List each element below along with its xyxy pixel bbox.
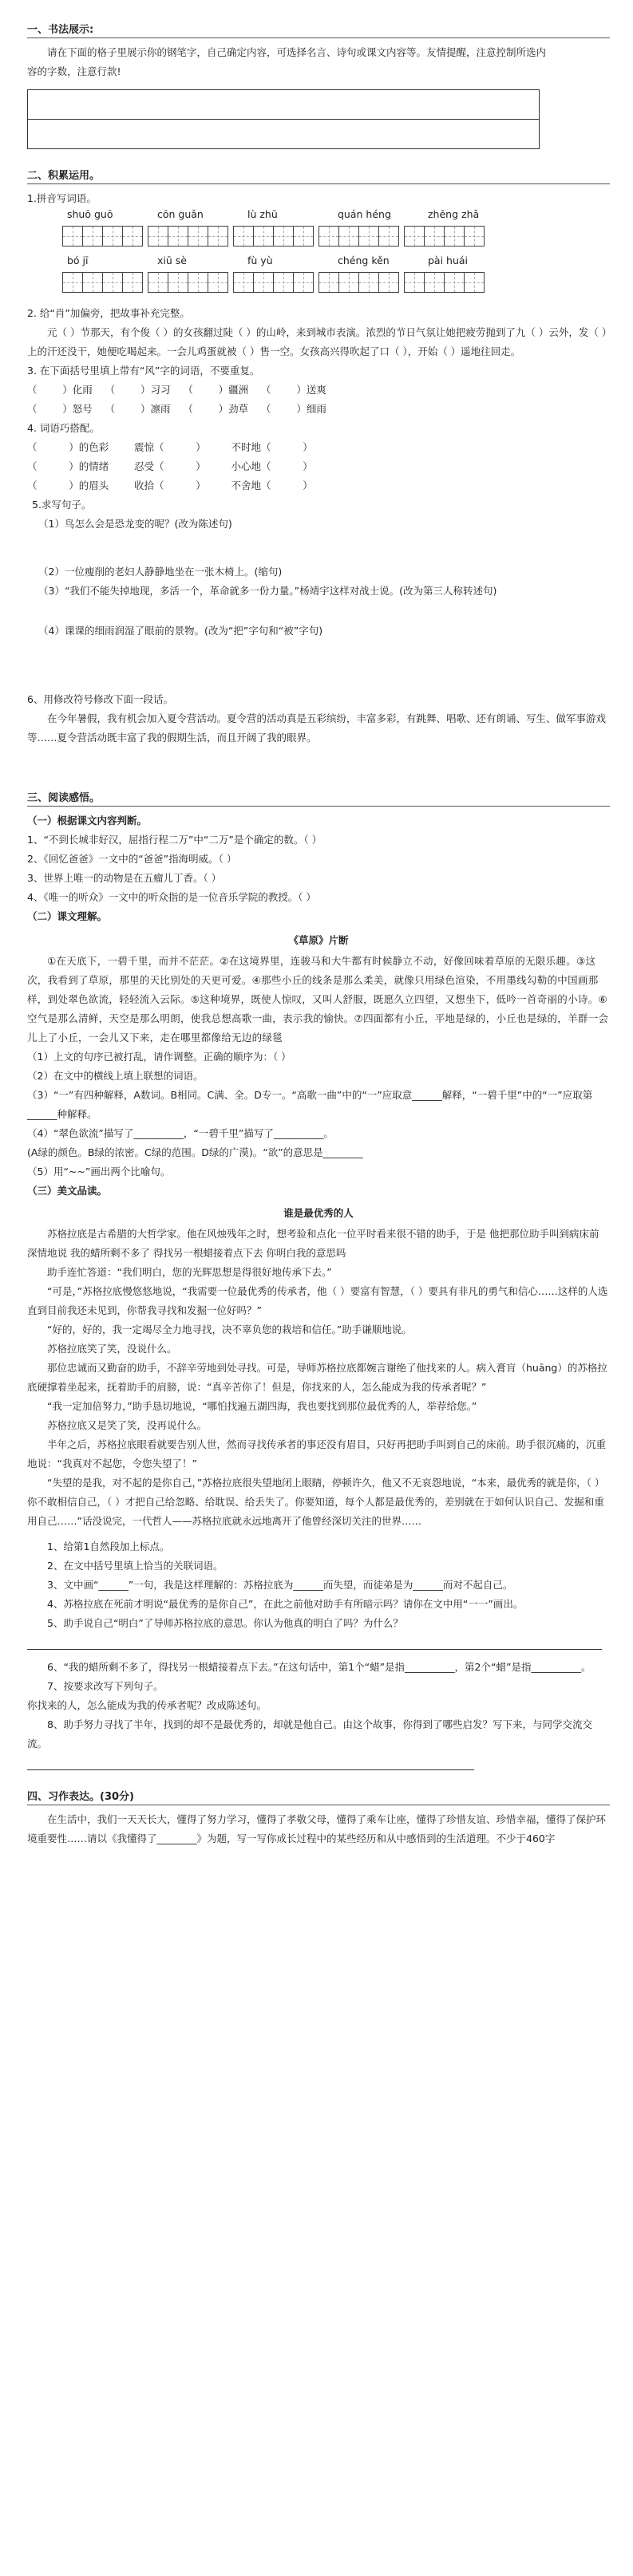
judge-3: 3、世界上唯一的动物是在五瘤儿丁香。（ ） [27,872,222,884]
section4-title: 四、习作表达。(30分) [27,1791,134,1803]
section1-title: 一、书法展示: [27,24,94,36]
passage3-p8: 苏格拉底又是笑了笑，没再说什么。 [47,1419,208,1431]
passage2-q4: （4）“翠色欲流”描写了__________，“一碧千里”描写了__________。 [27,1127,334,1139]
char-grid-row2 [62,272,610,293]
q4-line2: （ ）的情绪 忍受（ ） 小心地（ ） [27,460,313,472]
q2-paragraph: 元（ ）节那天，有个俊（ ）的女孩翻过陡（ ）的山岭，来到城市表演。浓烈的节日气氛让她把疲劳抛到了九（ ）云外，发（ ）上的汗还没干，她便吃喝起来。一会儿鸡蛋就被（ ）售一空。女孩高兴得吹起了口（ ），开始（ ）遥地往回走。 [27,326,607,357]
q5-item2: （2）一位瘦削的老妇人静静地坐在一张木椅上。(缩句) [38,566,283,578]
pinyin-label: quán héng [338,208,391,220]
sub1-title: （一）根据课文内容判断。 [27,815,148,826]
passage2-q3: （3）“一”有四种解释，A数词。B相同。C满、全。D专一。“高歌一曲”中的“一”应取意______解释，“一碧千里”中的“一”应取第______种解释。 [27,1089,593,1120]
char-grid[interactable] [318,272,404,293]
passage3-p9: 半年之后，苏格拉底眼看就要告别人世，然而寻找传承者的事还没有眉目，只好再把助手叫到自己的床前。助手很沉痛的，沉重地说：“我真对不起您，令您失望了！” [27,1438,607,1469]
passage3-q1: 1、给第1自然段加上标点。 [47,1540,170,1552]
char-grid[interactable] [148,272,233,293]
section1-instruction: 请在下面的格子里展示你的钢笔字，自己确定内容，可选择名言、诗句或课文内容等。友情提醒，注意控制所选内容的字数，注意行款! [27,46,547,77]
passage2-q4b: (A绿的颜色。B绿的浓密。C绿的范围。D绿的广漠)。“欲”的意思是________ [27,1146,363,1158]
judge-2: 2、《回忆爸爸》一文中的“爸爸”指海明威。（ ） [27,853,237,865]
pinyin-label: xiū sè [157,254,187,266]
exam-page [27,21,610,1848]
pinyin-label: lù zhū [247,208,278,220]
q4-line1: （ ）的色彩 震惊（ ） 不时地（ ） [27,441,313,453]
pinyin-label: zhēng zhǎ [428,208,480,220]
pinyin-label: fù yù [247,254,273,266]
calligraphy-line-2[interactable] [27,120,540,149]
section1-header [27,21,610,38]
char-grid[interactable] [233,272,318,293]
section3-title: 三、阅读感悟。 [27,792,101,804]
section4-header [27,1788,610,1805]
passage3-p2: 助手连忙答道：“我们明白，您的光辉思想是得很好地传承下去。” [47,1266,332,1278]
q1-label: 1.拼音写词语。 [27,192,97,204]
q5-label: 5.求写句子。 [32,499,92,511]
passage3-title: 谁是最优秀的人 [283,1207,354,1219]
q6-paragraph: 在今年暑假，我有机会加入夏令营活动。夏令营的活动真是五彩缤纷，丰富多彩，有跳舞、唱歌、还有朗诵、写生、做军事游戏等……夏令营活动既丰富了我的假期生活，而且开阔了我的眼界。 [27,712,607,744]
q4-label: 4. 词语巧搭配。 [27,422,100,434]
char-grid-row1 [62,226,610,247]
q3-label: 3. 在下面括号里填上带有“风”字的词语，不要重复。 [27,365,260,377]
passage2-q5: （5）用“~~”画出两个比喻句。 [27,1166,171,1178]
char-grid[interactable] [148,226,233,247]
passage3-q8: 8、助手努力寻找了半年，找到的却不是最优秀的，却就是他自己。由这个故事，你得到了哪些启发？写下来，与同学交流交流。 [27,1718,592,1750]
answer-line[interactable] [27,1633,602,1650]
passage3-q3: 3、文中画“______”一句，我是这样理解的：苏格拉底为______而失望，而徒弟是为______而对不起自己。 [47,1579,513,1591]
passage3-q7: 7、按要求改写下列句子。 [47,1680,164,1692]
char-grid[interactable] [62,226,148,247]
pinyin-label: pài huái [428,254,469,266]
q5-item1: （1）鸟怎么会是恐龙变的呢？(改为陈述句) [38,518,232,530]
judge-1: 1、“不到长城非好汉，屈指行程二万”中“二万”是个确定的数。（ ） [27,834,322,846]
section2-header [27,167,610,184]
passage2-q1: （1）上文的句序已被打乱，请作调整。正确的顺序为：（ ） [27,1051,291,1063]
section2-title: 二、积累运用。 [27,170,101,182]
char-grid[interactable] [318,226,404,247]
passage3-p7: “我一定加倍努力，”助手恳切地说，“哪怕找遍五湖四海，我也要找到那位最优秀的人，举荐给您。” [47,1400,477,1412]
composition-prompt: 在生活中，我们一天天长大，懂得了努力学习，懂得了孝敬父母，懂得了乘车让座，懂得了珍惜友谊、珍惜幸福，懂得了保护环境重要性……请以《我懂得了________》为题，写一写你成长过程中的某些经历和从中感悟到的生活道理。不少于460字 [27,1813,607,1844]
sub3-title: （三）美文品读。 [27,1185,108,1197]
passage3-p4: “好的，好的，我一定竭尽全力地寻找，决不辜负您的栽培和信任。”助手谦顺地说。 [47,1324,412,1335]
passage3-q7b: 你找来的人，怎么能成为我的传承者呢？改成陈述句。 [27,1699,267,1711]
char-grid[interactable] [404,272,489,293]
char-grid[interactable] [62,272,148,293]
q6-label: 6、用修改符号修改下面一段话。 [27,693,173,705]
pinyin-labels-row1 [62,208,610,223]
passage3-p3: “可是，”苏格拉底慢悠悠地说，“我需要一位最优秀的传承者，他（ ）要富有智慧，（ ）要具有非凡的勇气和信心……这样的人选直到目前我还未见到，你帮我寻找和发掘一位好吗？” [27,1285,608,1316]
pinyin-label: cōn guǎn [157,208,204,220]
q5-item3: （3）“我们不能失掉地现，多活一个，革命就多一份力量。”杨靖宇这样对战士说。(改为第三人称转述句) [38,585,497,597]
passage3-p10: “失望的是我，对不起的是你自己，”苏格拉底很失望地闭上眼睛，停顿许久，他又不无哀怨地说，“本来，最优秀的就是你，（ ）你不敢相信自己，（ ）才把自己给忽略、给耽误、给丢失了。你要知道，每个人都是最优秀的，差别就在于如何认识自己、发掘和重用自己……”话没说完，一代哲人——苏格拉底就永远地离开了他曾经深切关注的世界…… [27,1477,605,1527]
q4-line3: （ ）的眉头 收拾（ ） 不舍地（ ） [27,479,313,491]
char-grid[interactable] [404,226,489,247]
section3-header [27,789,610,807]
calligraphy-box[interactable] [27,89,610,149]
q5-item4: （4）课课的细雨润湿了眼前的景物。(改为“把”字句和“被”字句) [38,625,323,637]
pinyin-label: chéng kěn [338,254,390,266]
passage3-p6: 那位忠诚而又勤奋的助手，不辞辛劳地到处寻找。可是，导师苏格拉底都婉言谢绝了他找来的人。病入膏肓（huāng）的苏格拉底硬撑着坐起来，抚着助手的肩膀，说：“真辛苦你了！但是，你找来的人，怎么能成为我的传承者呢？” [27,1362,607,1393]
sub2-title: （二）课文理解。 [27,910,108,922]
judge-4: 4、《唯一的听众》一文中的听众指的是一位音乐学院的教授。（ ） [27,891,316,903]
passage3-q6: 6、“我的蜡所剩不多了，得找另一根蜡接着点下去。”在这句话中，第1个“蜡”是指__________，第2个“蜡”是指__________。 [47,1661,591,1673]
passage2-title: 《草原》片断 [288,934,349,946]
pinyin-label: bó jī [67,254,89,266]
pinyin-labels-row2 [62,254,610,269]
q3-line1: （ ）化雨 （ ）习习 （ ）疆洲 （ ）送爽 [27,384,326,396]
passage3-q5: 5、助手说自己“明白”了导师苏格拉底的意思。你认为他真的明白了吗？为什么？ [47,1617,403,1629]
passage3-p1: 苏格拉底是古希腊的大哲学家。他在风烛残年之时，想考验和点化一位平时看来很不错的助手，于是 他把那位助手叫到病床前 深情地说 我的蜡所剩不多了 得找另一根蜡接着点下去 你明白我的意思吗 [27,1228,599,1259]
passage2-q2: （2）在文中的横线上填上联想的词语。 [27,1070,204,1082]
passage3-q4: 4、苏格拉底在死前才明说“最优秀的是你自己”，在此之前他对助手有所暗示吗？请你在文中用“一一”画出。 [47,1598,524,1610]
passage3-q2: 2、在文中括号里填上恰当的关联词语。 [47,1560,224,1572]
pinyin-label: shuō guō [67,208,113,220]
calligraphy-line-1[interactable] [27,89,540,120]
passage2-text: ①在天底下，一碧千里，而并不茫茫。②在这境界里，连骏马和大牛都有时候静立不动，好像回味着草原的无限乐趣。③这次，我看到了草原，那里的天比别处的天更可爱。④那些小丘的线条是那么柔美，就像只用绿色渲染，不用墨线勾勒的中国画那样，到处翠色欲流，轻轻流入云际。⑤这种境界，既使人惊叹，又叫人舒服，既愿久立四望，又想坐下，低吟一首奇丽的小诗。⑥空气是那么清鲜，天空是那么明朗，使我总想高歌一曲，表示我的愉快。⑦四面都有小丘，平地是绿的，小丘也是绿的，羊群一会儿上了小丘，一会儿又下来，走在哪里都像给无边的绿毯 [27,955,609,1043]
char-grid[interactable] [233,226,318,247]
q3-line2: （ ）怒号 （ ）凛雨 （ ）劲草 （ ）细雨 [27,403,326,415]
passage3-p5: 苏格拉底笑了笑，没说什么。 [47,1343,177,1355]
answer-line[interactable] [27,1753,474,1770]
q2-label: 2. 给“肖”加偏旁，把故事补充完整。 [27,307,190,319]
